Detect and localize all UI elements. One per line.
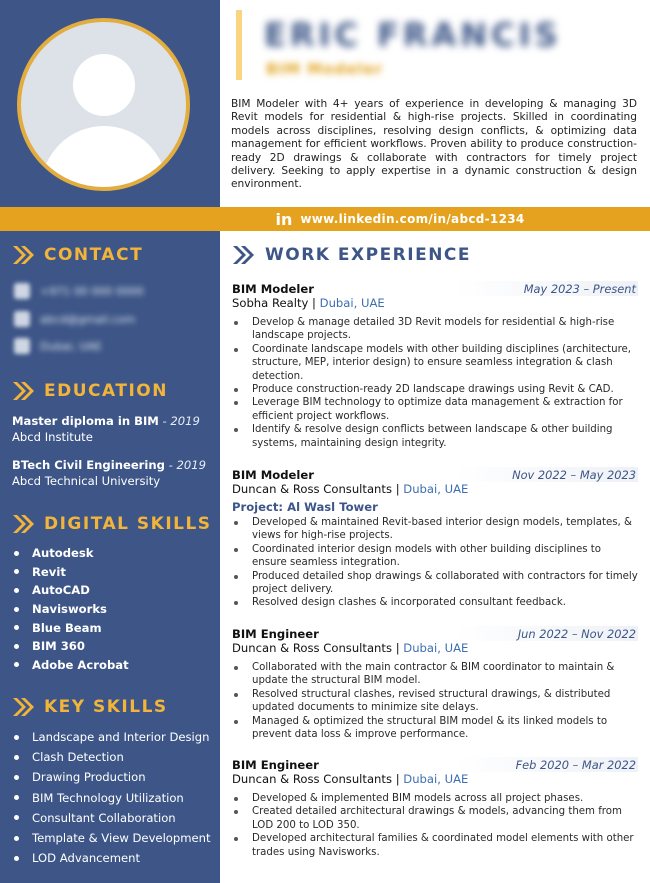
linkedin-bar bbox=[0, 207, 650, 231]
job-separator: | bbox=[395, 482, 400, 496]
job-location: Dubai, UAE bbox=[403, 772, 469, 786]
list-item: Coordinated interior design models with other building disciplines to ensure seamless integration. bbox=[232, 543, 638, 570]
candidate-role-title: BIM Modeler bbox=[266, 60, 384, 78]
job-company: Duncan & Ross Consultants bbox=[232, 772, 392, 786]
job-project: Project: Al Wasl Tower bbox=[232, 500, 378, 514]
job-bullets bbox=[232, 316, 638, 450]
list-item: Develop & manage detailed 3D Revit models for residential & high-rise landscape projects. bbox=[232, 316, 638, 343]
photo-panel bbox=[0, 0, 220, 207]
job-separator: | bbox=[395, 772, 400, 786]
sidebar bbox=[0, 231, 220, 883]
key-skill: LOD Advancement bbox=[32, 851, 141, 866]
key-skill: Clash Detection bbox=[32, 750, 124, 765]
education-school: Abcd Technical University bbox=[12, 474, 161, 488]
chevron-right-icon bbox=[12, 381, 36, 401]
list-item bbox=[14, 727, 211, 747]
location-icon bbox=[14, 338, 30, 354]
digital-skill: BIM 360 bbox=[32, 639, 85, 654]
list-item bbox=[14, 618, 129, 637]
job-location: Dubai, UAE bbox=[403, 641, 469, 655]
chevron-right-icon bbox=[12, 697, 36, 717]
phone-icon bbox=[14, 283, 30, 299]
key-skills-list bbox=[14, 727, 211, 868]
contact-location-text: Dubai, UAE bbox=[40, 339, 102, 353]
list-item: Produced detailed shop drawings & collaborated with contractors for timely project delivery. bbox=[232, 570, 638, 597]
profile-avatar-icon bbox=[17, 18, 190, 191]
email-icon bbox=[14, 311, 30, 327]
key-skill: BIM Technology Utilization bbox=[32, 790, 184, 805]
list-item: Leverage BIM technology to optimize data management & extraction for efficient project workflows. bbox=[232, 396, 638, 423]
list-item bbox=[14, 747, 211, 767]
job-company: Duncan & Ross Consultants bbox=[232, 641, 392, 655]
job-date: Jun 2022 – Nov 2022 bbox=[517, 626, 636, 641]
work-experience-heading bbox=[232, 245, 471, 265]
contact-email[interactable] bbox=[14, 311, 135, 327]
list-item bbox=[14, 544, 129, 563]
contact-heading-text: CONTACT bbox=[44, 245, 144, 265]
list-item: Developed & implemented BIM models across all project phases. bbox=[232, 792, 638, 805]
list-item: Collaborated with the main contractor & BIM coordinator to maintain & update the structural BIM model. bbox=[232, 661, 638, 688]
job-bullets bbox=[232, 661, 638, 741]
digital-skills-heading bbox=[12, 514, 212, 534]
key-skill: Template & View Development bbox=[32, 831, 211, 846]
education-school: Abcd Institute bbox=[12, 430, 93, 444]
key-skill: Drawing Production bbox=[32, 770, 146, 785]
digital-skills-list bbox=[14, 544, 129, 674]
job-bullets bbox=[232, 792, 638, 859]
education-item bbox=[12, 458, 206, 488]
list-item: Coordinate landscape models with other building disciplines (architecture, structure, MEP, interior design) to ensure seamless integration & clash detection. bbox=[232, 343, 638, 383]
list-item bbox=[14, 828, 211, 848]
education-heading-text: EDUCATION bbox=[44, 381, 168, 401]
key-skill: Consultant Collaboration bbox=[32, 810, 176, 825]
contact-phone-text: +971 00 000 0000 bbox=[40, 284, 144, 298]
linkedin-link[interactable]: www.linkedin.com/in/abcd-1234 bbox=[300, 212, 525, 226]
candidate-name: ERIC FRANCIS bbox=[264, 16, 562, 54]
work-experience-heading-text: WORK EXPERIENCE bbox=[265, 245, 472, 265]
contact-heading bbox=[12, 245, 143, 265]
job-separator: | bbox=[395, 641, 400, 655]
job-title: BIM Modeler bbox=[232, 281, 314, 296]
name-band bbox=[220, 0, 650, 93]
chevron-right-icon bbox=[12, 245, 36, 265]
contact-phone[interactable] bbox=[14, 283, 144, 299]
job-date: May 2023 – Present bbox=[523, 281, 636, 296]
chevron-right-icon bbox=[12, 514, 36, 534]
list-item: Created detailed architectural drawings & models, advancing them from LOD 200 to LOD 350. bbox=[232, 805, 638, 832]
education-degree: Master diploma in BIM bbox=[12, 414, 159, 428]
list-item bbox=[14, 656, 129, 675]
resume-header bbox=[0, 0, 650, 207]
digital-skill: Blue Beam bbox=[32, 620, 102, 635]
list-item bbox=[14, 563, 129, 582]
name-accent-bar bbox=[236, 10, 242, 80]
job-company: Duncan & Ross Consultants bbox=[232, 482, 392, 496]
list-item: Developed architectural families & coordinated model elements with other trades using Navisworks. bbox=[232, 832, 638, 859]
job-company: Sobha Realty bbox=[232, 296, 309, 310]
job-entry bbox=[232, 626, 638, 741]
digital-skill: Revit bbox=[32, 564, 66, 579]
digital-skills-heading-text: DIGITAL SKILLS bbox=[44, 514, 212, 534]
list-item: Managed & optimized the structural BIM model & its linked models to prevent data loss & improve performance. bbox=[232, 715, 638, 742]
job-date: Feb 2020 – Mar 2022 bbox=[515, 757, 636, 772]
list-item: Identify & resolve design conflicts between landscape & other building systems, maintaining design integrity. bbox=[232, 423, 638, 450]
list-item: Resolved design clashes & incorporated consultant feedback. bbox=[232, 596, 638, 609]
list-item: Resolved structural clashes, revised structural drawings, & distributed updated documents to minimize site delays. bbox=[232, 688, 638, 715]
key-skills-heading bbox=[12, 697, 168, 717]
list-item bbox=[14, 788, 211, 808]
list-item: Produce construction-ready 2D landscape drawings using Revit & CAD. bbox=[232, 383, 638, 396]
list-item bbox=[14, 600, 129, 619]
digital-skill: Adobe Acrobat bbox=[32, 657, 129, 672]
chevron-right-icon bbox=[232, 245, 256, 265]
list-item bbox=[14, 808, 211, 828]
key-skills-heading-text: KEY SKILLS bbox=[44, 697, 168, 717]
digital-skill: Navisworks bbox=[32, 602, 107, 617]
list-item bbox=[14, 581, 129, 600]
contact-location bbox=[14, 338, 102, 354]
education-degree: BTech Civil Engineering bbox=[12, 458, 165, 472]
job-entry bbox=[232, 757, 638, 859]
education-year: - 2019 bbox=[158, 414, 200, 428]
job-title: BIM Engineer bbox=[232, 626, 319, 641]
linkedin-icon: in bbox=[275, 209, 293, 229]
job-separator: | bbox=[312, 296, 316, 310]
list-item: Developed & maintained Revit-based interior design models, templates, & views for high-rise projects. bbox=[232, 516, 638, 543]
job-bullets bbox=[232, 516, 638, 610]
job-location: Dubai, UAE bbox=[319, 296, 385, 310]
job-date: Nov 2022 – May 2023 bbox=[512, 467, 636, 482]
education-year: - 2019 bbox=[164, 458, 206, 472]
list-item bbox=[14, 637, 129, 656]
job-title: BIM Modeler bbox=[232, 467, 314, 482]
list-item bbox=[14, 848, 211, 868]
profile-summary: BIM Modeler with 4+ years of experience in developing & managing 3D Revit models for residential & high-rise projects. Skilled in coordinating models across disciplines, resolving design conflicts, & optimizing data management for efficient workflows. Proven ability to produce construction-ready 2D drawings & collaborate with contractors for timely project delivery. Seeking to apply expertise in a dynamic construction & design environment. bbox=[231, 98, 637, 191]
job-entry bbox=[232, 467, 638, 610]
job-title: BIM Engineer bbox=[232, 757, 319, 772]
job-location: Dubai, UAE bbox=[403, 482, 469, 496]
digital-skill: AutoCAD bbox=[32, 583, 90, 598]
digital-skill: Autodesk bbox=[32, 546, 94, 561]
education-heading bbox=[12, 381, 168, 401]
job-entry bbox=[232, 281, 638, 450]
list-item bbox=[14, 767, 211, 787]
key-skill: Landscape and Interior Design bbox=[32, 730, 210, 745]
contact-email-text: abcd@gmail.com bbox=[40, 312, 136, 326]
education-item bbox=[12, 414, 200, 444]
